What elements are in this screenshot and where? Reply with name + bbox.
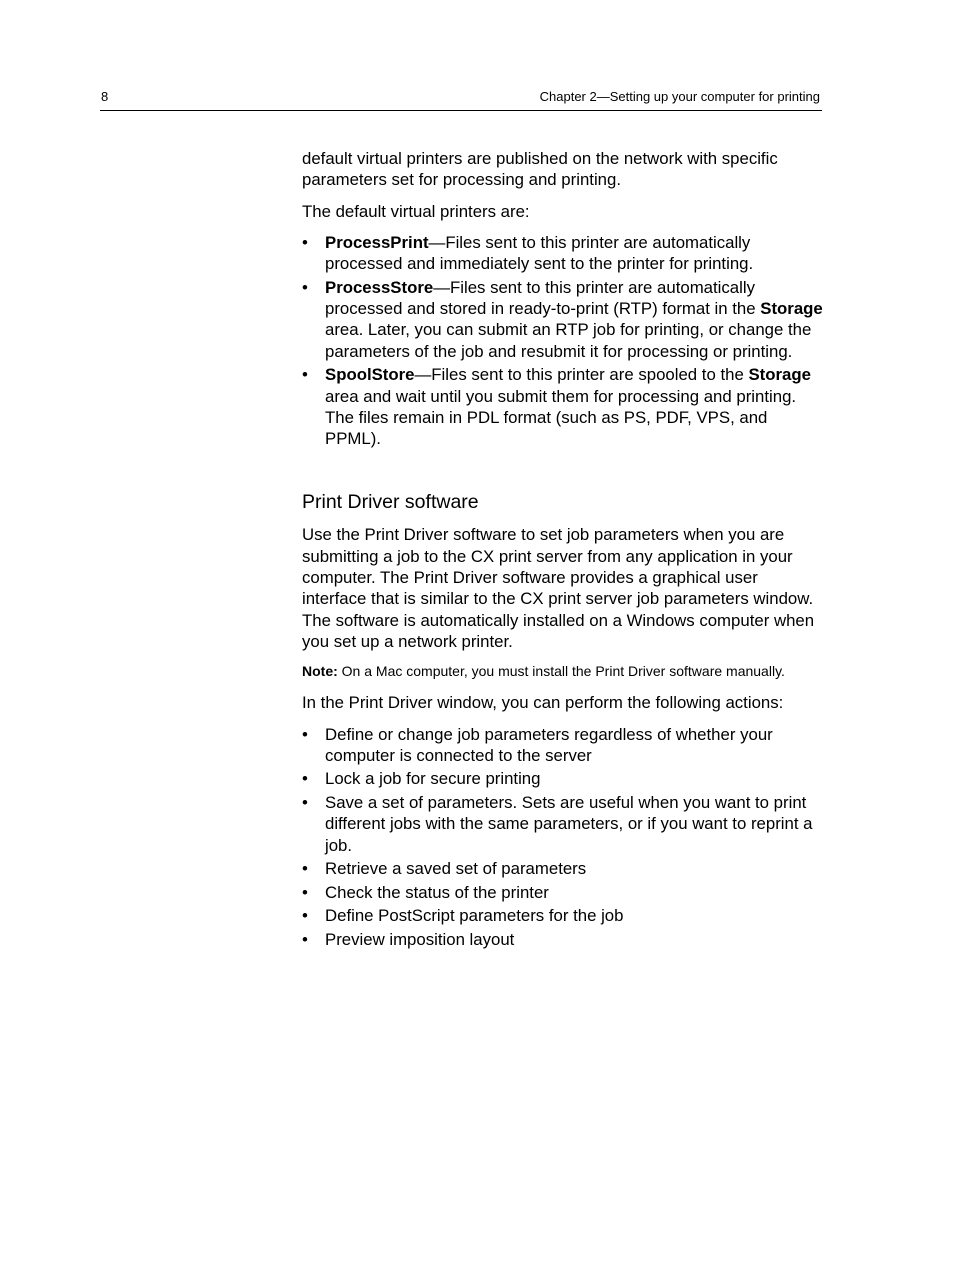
- bullet-icon: •: [302, 769, 308, 789]
- printer-description-cont: area. Later, you can submit an RTP job for printing, or change the parameters of the job and resubmit it for processing or printing.: [325, 320, 812, 361]
- page-header: [100, 88, 822, 111]
- action-text: Define PostScript parameters for the job: [325, 906, 624, 926]
- bullet-icon: •: [302, 277, 308, 297]
- bullet-icon: •: [302, 906, 308, 926]
- list-item: [302, 905, 824, 926]
- printer-name: ProcessPrint: [325, 232, 429, 252]
- section-paragraph: Use the Print Driver software to set job parameters when you are submitting a job to the CX print server from any application in your computer. The Print Driver software provides a graphical user interface that is similar to the CX print server job parameters window. The software is automatically installed on a Windows computer when you set up a network printer.: [302, 525, 815, 651]
- action-text: Save a set of parameters. Sets are useful when you want to print different jobs with the same parameters, or if you want to reprint a job.: [325, 793, 813, 855]
- list-item: [302, 232, 824, 275]
- printer-name: SpoolStore: [325, 365, 415, 385]
- bullet-icon: •: [302, 929, 308, 949]
- bullet-icon: •: [302, 882, 308, 902]
- page-content: [302, 148, 824, 953]
- note-label: Note:: [302, 663, 338, 680]
- actions-list: [302, 724, 824, 951]
- list-item: [302, 724, 824, 767]
- note: [302, 662, 824, 680]
- page-number: 8: [101, 89, 109, 104]
- printer-description: —Files sent to this printer are automatically processed and immediately sent to the printer for printing.: [325, 232, 754, 274]
- action-text: Check the status of the printer: [325, 882, 549, 902]
- printer-description: —Files sent to this printer are spooled to the: [414, 365, 749, 385]
- list-item: [302, 929, 824, 950]
- note-text: On a Mac computer, you must install the Print Driver software manually.: [337, 663, 785, 680]
- list-item: [302, 792, 824, 856]
- section-heading: Print Driver software: [302, 491, 479, 514]
- action-text: Preview imposition layout: [325, 929, 515, 949]
- chapter-title: Chapter 2—Setting up your computer for printing: [539, 89, 820, 104]
- printer-description: —Files sent to this printer are automatically processed and stored in ready-to-print (RTP) format in the: [325, 277, 761, 319]
- bullet-icon: •: [302, 859, 308, 879]
- bullet-icon: •: [302, 724, 308, 744]
- intro-list-lead: The default virtual printers are:: [302, 201, 530, 221]
- list-item: [302, 768, 824, 789]
- virtual-printer-list: [302, 232, 824, 450]
- list-item: [302, 858, 824, 879]
- storage-term: Storage: [760, 299, 823, 319]
- printer-description-cont: area and wait until you submit them for processing and printing. The files remain in PDL format (such as PS, PDF, VPS, and PPML).: [325, 386, 797, 449]
- action-text: Define or change job parameters regardless of whether your computer is connected to the server: [325, 724, 773, 765]
- printer-name: ProcessStore: [325, 277, 434, 297]
- bullet-icon: •: [302, 793, 308, 813]
- list-item: [302, 364, 824, 449]
- bullet-icon: •: [302, 365, 308, 385]
- storage-term: Storage: [748, 365, 811, 385]
- action-text: Lock a job for secure printing: [325, 769, 541, 789]
- list-item: [302, 277, 824, 362]
- bullet-icon: •: [302, 232, 308, 252]
- action-text: Retrieve a saved set of parameters: [325, 859, 587, 879]
- list-item: [302, 882, 824, 903]
- actions-intro: In the Print Driver window, you can perform the following actions:: [302, 693, 784, 713]
- intro-paragraph: default virtual printers are published on the network with specific parameters set for processing and printing.: [302, 149, 778, 190]
